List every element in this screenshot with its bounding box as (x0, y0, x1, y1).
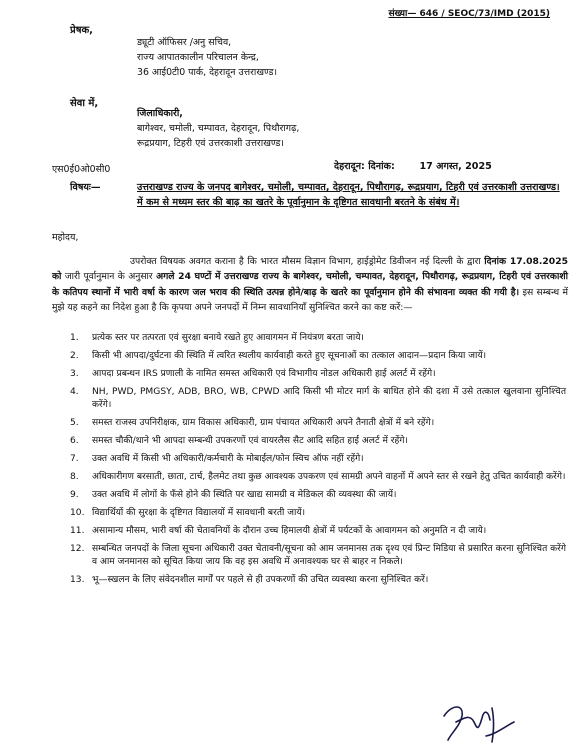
sender-label: प्रेषक, (70, 25, 93, 36)
body-text: जारी पूर्वानुमान के अनुसार (64, 271, 153, 283)
item-text: समस्त राजस्व उपनिरीक्षक, ग्राम विकास अधिकारी, ग्राम पंचायत अधिकारी अपने तैनाती क्षेत्रों में बने रहेंगे। (92, 418, 435, 429)
item-number: 3. (70, 368, 79, 379)
body-paragraph (52, 254, 568, 315)
item-text: उक्त अवधि में किसी भी अधिकारी/कर्मचारी के मोबाईल/फोन स्विच ऑफ नहीं रहेंगे। (92, 454, 364, 465)
recipient-line: रूद्रप्रयाग, टिहरी एवं उत्तरकाशी उत्तराखण्ड। (137, 138, 284, 149)
item-number: 8. (70, 471, 79, 482)
salutation: महोदय, (52, 232, 79, 243)
list-item (70, 332, 566, 346)
sender-line: 36 आई0टी0 पार्क, देहरादून उत्तराखण्ड। (137, 67, 278, 78)
list-item (70, 543, 566, 570)
list-item (70, 489, 566, 503)
item-number: 13. (70, 575, 85, 586)
body-date: दिनांक 17.08.2025 को (52, 256, 568, 283)
item-number: 1. (70, 333, 79, 343)
item-number: 7. (70, 454, 79, 465)
reference-number: संख्या— 646 / SEOC/73/IMD (2015) (388, 9, 550, 19)
list-item (70, 574, 566, 588)
item-text: असामान्य मौसम, भारी वर्षा की चेतावनियों के दौरान उच्च हिमालयी क्षेत्रों में पर्यटकों के आवागमन को अनुमति न दी जाये। (92, 525, 487, 536)
sender-block (137, 35, 277, 80)
item-text: NH, PWD, PMGSY, ADB, BRO, WB, CPWD आदि किसी भी मोटर मार्ग के बाधित होने की दशा में उसे तत्काल खुलवाना सुनिश्चित करेंगे। (92, 386, 566, 411)
item-text: प्रत्येक स्तर पर तत्परता एवं सुरक्षा बनाये रखते हुए आवागमन में नियंत्रण बरता जाये। (92, 333, 364, 343)
list-item (70, 350, 566, 364)
body-text: इस सम्बन्ध में मुझे यह कहने का निदेश हुआ है कि कृपया अपने जनपदों में निम्न सावधानियाँ सुनिश्चित करने का कष्ट करें:— (52, 286, 569, 313)
office-code: एस0ई0ओ0सी0 (52, 164, 111, 175)
item-number: 4. (70, 386, 79, 397)
recipient-block (137, 106, 299, 151)
recipient-title: जिलाधिकारी, (137, 108, 183, 119)
item-number: 9. (70, 489, 79, 500)
item-number: 6. (70, 436, 79, 447)
list-item (70, 435, 566, 449)
precautions-list (70, 332, 566, 592)
item-text: किसी भी आपदा/दुर्घटना की स्थिति में त्वरित स्थलीय कार्यवाही करते हुए सूचनाओं का तत्काल आदान—प्रदान किया जायें। (92, 350, 487, 361)
date-label: देहरादून: दिनांक: (334, 161, 395, 172)
item-text: भू—स्खलन के लिए संवेदनशील मार्गों पर पहले से ही उपकरणों की उचित व्यवस्था करना सुनिश्चित करें। (92, 575, 429, 586)
sender-line: ड्यूटी ऑफिसर /अनु सचिव, (137, 37, 232, 48)
recipient-line: बागेश्वर, चमोली, चम्पावत, देहरादून, पिथौरागढ़, (137, 123, 300, 134)
body-text: उपरोक्त विषयक अवगत कराना है कि भारत मौसम विज्ञान विभाग, हाईड्रोमेट डिवीजन नई दिल्ली के द्वारा (130, 256, 481, 267)
signature (434, 696, 518, 748)
date-value: 17 अगस्त, 2025 (419, 161, 492, 172)
item-text: विद्यार्थियों की सुरक्षा के दृष्टिगत विद्यालयों में सावधानी बरती जायें। (92, 507, 306, 518)
item-text: अधिकारीगण बरसाती, छाता, टार्च, हैलमेट तथा कुछ आवश्यक उपकरण एवं सामग्री अपने वाहनों में अपने स्तर से रखने हेतु उचित कार्यवाही करेंगे। (92, 471, 566, 482)
item-text: आपदा प्रबन्धन IRS प्रणाली के नामित समस्त अधिकारी एवं विभागीय नोडल अधिकारी हाई अलर्ट में रहेंगे। (92, 368, 436, 379)
list-item (70, 453, 566, 467)
list-item (70, 471, 566, 485)
item-number: 12. (70, 543, 85, 554)
item-number: 11. (70, 525, 85, 536)
item-text: समस्त चौकी/थाने भी आपदा सम्बन्धी उपकरणों एवं वायरलैस सैट आदि सहित हाई अलर्ट में रहेंगे। (92, 436, 408, 447)
item-number: 5. (70, 418, 79, 429)
subject-label: विषयः— (70, 182, 101, 193)
list-item (70, 368, 566, 382)
body-forecast: अगले 24 घण्टों में उत्तराखण्ड राज्य के बागेश्वर, चमोली, चम्पावत, देहरादून, पिथौरागढ़, रूद्रप्रयाग, टिहरी एवं उत्तरकाशी के कतिपय स्थानों में भारी वर्षा के कारण जल भराव की स्थिति उत्पन्न होने/बाढ़ के खतरे का पूर्वानुमान होने की संभावना व्यक्त की गयी है। (52, 271, 568, 298)
list-item (70, 525, 566, 539)
item-number: 10. (70, 507, 85, 518)
recipient-label: सेवा में, (70, 98, 99, 109)
item-text: सम्बन्धित जनपदों के जिला सूचना अधिकारी उक्त चेतावनी/सूचना को आम जनमानस तक दृश्य एवं प्रिन्ट मिडिया से प्रसारित करना सुनिश्चित करेंगे व आम जनमानस को सूचित किया जाय कि वह इस अवधि में अनावश्यक घर से बाहर न निकले। (92, 543, 566, 568)
list-item (70, 386, 566, 413)
sender-line: राज्य आपातकालीन परिचालन केन्द्र, (137, 52, 259, 63)
item-number: 2. (70, 350, 79, 361)
date-line (334, 159, 492, 172)
subject-text: उत्तराखण्ड राज्य के जनपद बागेश्वर, चमोली, चम्पावत, देहरादून, पिथौरागढ़, रूद्रप्रयाग, टिहरी एवं उत्तरकाशी उत्तराखण्ड। में कम से मध्यम स्तर की बाढ़ का खतरे के पूर्वानुमान के दृष्टिगत सावधानी बरतने के संबंध में। (137, 182, 560, 208)
list-item (70, 507, 566, 521)
list-item (70, 417, 566, 431)
item-text: उक्त अवधि में लोगों के फँसे होने की स्थिति पर खाद्य सामग्री व मेडिकल की व्यवस्था की जायें। (92, 489, 397, 500)
